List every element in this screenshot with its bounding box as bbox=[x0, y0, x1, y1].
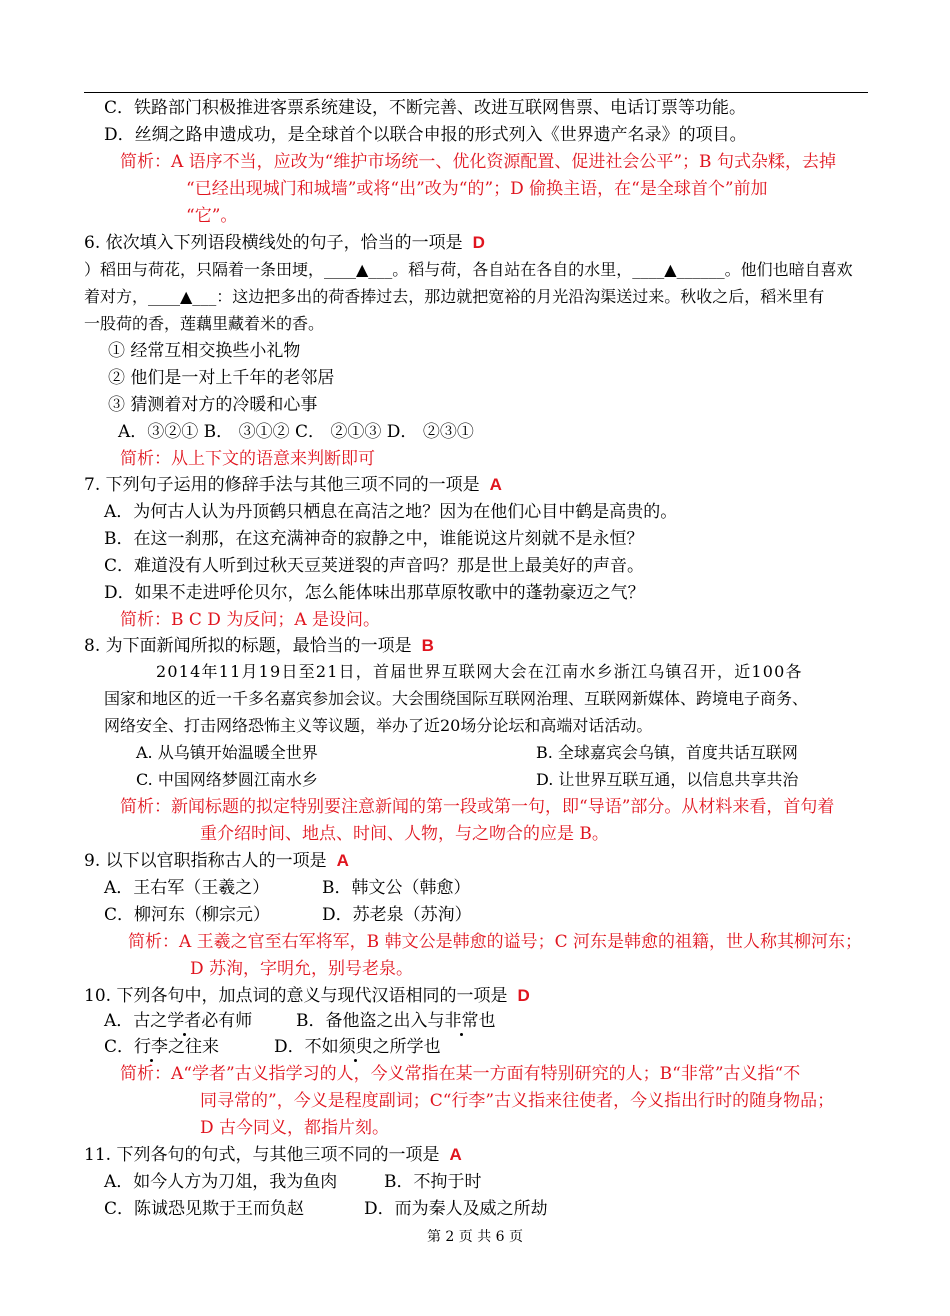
q9-option-b: B．韩文公（韩愈） bbox=[322, 878, 471, 898]
q7-stem: 7. 下列句子运用的修辞手法与其他三项不同的一项是 A bbox=[84, 475, 502, 495]
q7-option-a: A．为何古人认为丹顶鹤只栖息在高洁之地？因为在他们心目中鹤是高贵的。 bbox=[104, 502, 678, 522]
q11-option-b: B．不拘于时 bbox=[384, 1172, 482, 1192]
q10-option-b: B．备他盗之出入与非常也 bbox=[296, 1011, 496, 1031]
q6-item-1: ① 经常互相交换些小礼物 bbox=[108, 341, 301, 361]
q9-option-a: A．王右军（王羲之） bbox=[104, 878, 270, 898]
q10-stem: 10. 下列各句中，加点词的意义与现代汉语相同的一项是 D bbox=[84, 986, 530, 1006]
q11-option-a: A．如今人方为刀俎，我为鱼肉 bbox=[104, 1172, 338, 1192]
q10-option-c: C．行李之往来 bbox=[104, 1037, 220, 1057]
q10-option-a: A．古之学者必有师 bbox=[104, 1011, 253, 1031]
q9-analysis-line-2: D 苏洵，字明允，别号老泉。 bbox=[190, 959, 414, 979]
q10-analysis-line-3: D 古今同义，都指片刻。 bbox=[200, 1118, 390, 1138]
q10-c-dotted-word: 行李 bbox=[134, 1037, 169, 1057]
q9-stem: 9. 以下以官职指称古人的一项是 A bbox=[84, 851, 349, 871]
q10-analysis-line-2: 同寻常的”，今义是程度副词；C“行李”古义指来往使者，今义指出行时的随身物品； bbox=[200, 1091, 835, 1111]
q11-option-c: C．陈诚恐见欺于王而负赵 bbox=[104, 1199, 305, 1219]
q10-d-dotted-word: 须臾 bbox=[338, 1037, 373, 1057]
page-footer: 第 2 页 共 6 页 bbox=[426, 1229, 524, 1245]
header-rule bbox=[84, 92, 868, 93]
q6-options: A．③②① B． ③①② C． ②①③ D． ②③① bbox=[118, 422, 474, 442]
q7-option-b: B．在这一刹那，在这充满神奇的寂静之中，谁能说这片刻就不是永恒？ bbox=[104, 529, 644, 549]
q9-option-c: C．柳河东（柳宗元） bbox=[104, 905, 271, 925]
q10-answer: D bbox=[517, 986, 530, 1005]
q10-a-dotted-word: 学者 bbox=[167, 1011, 202, 1031]
q5-analysis-line-3: “它”。 bbox=[186, 206, 238, 226]
q5-analysis-line-2: “已经出现城门和城墙”或将“出”改为“的”；D 偷换主语，在“是全球首个”前加 bbox=[186, 179, 768, 199]
q6-passage-line-1: ）稻田与荷花，只隔着一条田埂，____▲___。稻与荷，各自站在各自的水里，____▲______。他们也暗自喜欢 bbox=[84, 260, 853, 279]
q5-option-d: D．丝绸之路申遗成功，是全球首个以联合申报的形式列入《世界遗产名录》的项目。 bbox=[104, 125, 747, 145]
q7-answer: A bbox=[489, 475, 502, 494]
q6-stem: 6. 依次填入下列语段横线处的句子，恰当的一项是 D bbox=[84, 233, 485, 253]
q5-option-c: C．铁路部门积极推进客票系统建设，不断完善、改进互联网售票、电话订票等功能。 bbox=[104, 98, 747, 118]
q6-answer: D bbox=[472, 233, 485, 252]
q8-option-a: A. 从乌镇开始温暖全世界 bbox=[136, 743, 318, 762]
q10-b-dotted-word: 非常 bbox=[444, 1011, 479, 1031]
q5-analysis-line-1: 简析：A 语序不当，应改为“维护市场统一、优化资源配置、促进社会公平”；B 句式杂糅，去掉 bbox=[120, 152, 836, 172]
q7-analysis: 简析：B C D 为反问；A 是设问。 bbox=[120, 610, 381, 630]
q6-analysis: 简析：从上下文的语意来判断即可 bbox=[120, 449, 375, 469]
q7-option-c: C．难道没有人听到过秋天豆荚迸裂的声音吗？那是世上最美好的声音。 bbox=[104, 556, 645, 576]
q8-answer: B bbox=[421, 636, 434, 655]
q8-option-d: D. 让世界互联互通，以信息共享共治 bbox=[536, 770, 799, 789]
q8-analysis-line-2: 重介绍时间、地点、时间、人物，与之吻合的应是 B。 bbox=[200, 824, 609, 844]
q7-option-d: D．如果不走进呼伦贝尔，怎么能体味出那草原牧歌中的蓬勃豪迈之气？ bbox=[104, 583, 645, 603]
q6-passage-line-3: 一股荷的香，莲藕里藏着米的香。 bbox=[84, 314, 325, 333]
q6-item-2: ② 他们是一对上千年的老邻居 bbox=[108, 368, 335, 388]
q9-analysis-line-1: 简析：A 王羲之官至右军将军，B 韩文公是韩愈的谥号；C 河东是韩愈的祖籍，世人称其柳河东； bbox=[128, 932, 862, 952]
q9-answer: A bbox=[336, 851, 349, 870]
q8-analysis-line-1: 简析：新闻标题的拟定特别要注意新闻的第一段或第一句，即“导语”部分。从材料来看，首句着 bbox=[120, 797, 835, 817]
q8-passage-line-2: 国家和地区的近一千多名嘉宾参加会议。大会围绕国际互联网治理、互联网新媒体、跨境电子商务、 bbox=[104, 689, 809, 708]
q8-stem: 8. 为下面新闻所拟的标题，最恰当的一项是 B bbox=[84, 636, 434, 656]
q6-item-3: ③ 猜测着对方的冷暖和心事 bbox=[108, 395, 318, 415]
q8-passage-line-1: 2014年11月19日至21日，首届世界互联网大会在江南水乡浙江乌镇召开，近100各 bbox=[156, 662, 803, 681]
q11-option-d: D．而为秦人及威之所劫 bbox=[364, 1199, 548, 1219]
q11-stem: 11. 下列各句的句式，与其他三项不同的一项是 A bbox=[84, 1145, 462, 1165]
q6-passage-line-2: 着对方，____▲___：这边把多出的荷香捧过去，那边就把宽裕的月光沿沟渠送过来。秋收之后，稻米里有 bbox=[84, 287, 825, 306]
q8-option-b: B. 全球嘉宾会乌镇，首度共话互联网 bbox=[536, 743, 798, 762]
q11-answer: A bbox=[449, 1145, 462, 1164]
q10-option-d: D．不如须臾之所学也 bbox=[274, 1037, 441, 1057]
q8-option-c: C. 中国网络梦圆江南水乡 bbox=[136, 770, 318, 789]
q10-analysis-line-1: 简析：A“学者”古义指学习的人，今义常指在某一方面有特别研究的人；B“非常”古义指“不 bbox=[120, 1064, 801, 1084]
q9-option-d: D．苏老泉（苏洵） bbox=[322, 905, 472, 925]
q8-passage-line-3: 网络安全、打击网络恐怖主义等议题，举办了近20场分论坛和高端对话活动。 bbox=[104, 716, 653, 735]
